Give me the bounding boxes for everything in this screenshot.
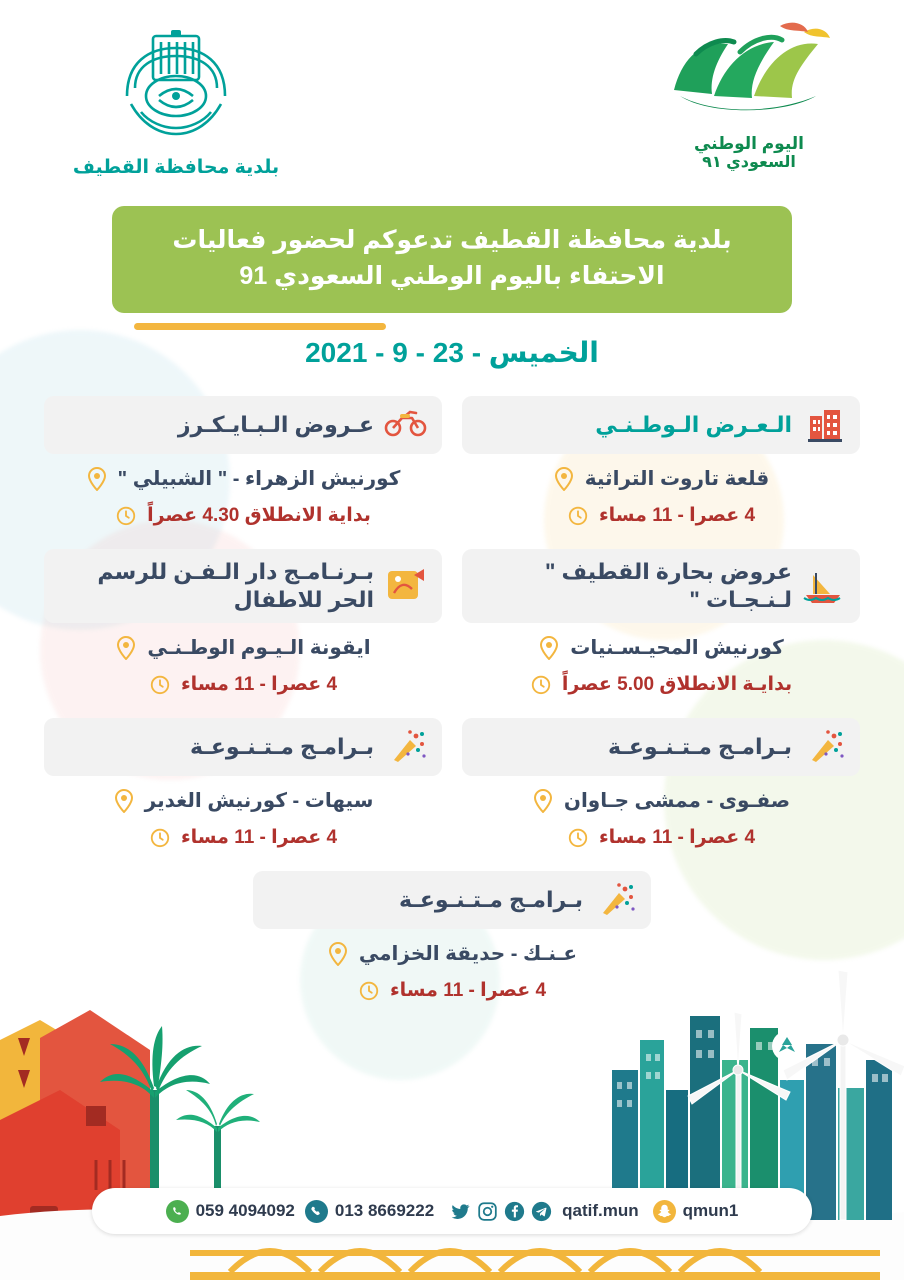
event-location: كورنيش المحيـسـنيات <box>570 637 784 659</box>
whatsapp-icon <box>166 1200 189 1223</box>
snapchat-contact[interactable] <box>653 1200 739 1223</box>
clock-icon <box>115 503 137 527</box>
event-title: بـرامـج مـتـنـوعـة <box>190 733 374 759</box>
event-time: 4 عصرا - 11 مساء <box>389 979 547 1001</box>
event-time-row <box>44 503 442 527</box>
event-time-row <box>462 503 860 527</box>
event-time: 4 عصرا - 11 مساء <box>598 504 756 526</box>
event-header <box>44 396 442 454</box>
national-day-logo-block <box>634 18 864 172</box>
municipality-logo-block <box>46 26 306 179</box>
telegram-icon[interactable] <box>531 1201 552 1222</box>
event-title: بـرامـج مـتـنـوعـة <box>399 886 583 912</box>
event-location: كورنيش الزهراء - " الشبيلي " <box>117 468 401 490</box>
event-location-row <box>44 466 442 491</box>
national-day-line1: اليوم الوطني <box>693 134 804 153</box>
event-location-row <box>44 635 442 660</box>
national-show-icon <box>804 404 846 446</box>
party-popper-icon <box>595 879 637 921</box>
event-card <box>462 396 860 527</box>
banner-title: بلدية محافظة القطيف تدعوكم لحضور فعاليات الاحتفاء باليوم الوطني السعودي 91 <box>172 226 732 291</box>
event-card <box>462 549 860 696</box>
national-day-text <box>634 134 864 172</box>
location-pin-icon <box>538 636 560 660</box>
whatsapp-number: 059 4094092 <box>195 1201 295 1220</box>
events-column-left <box>34 396 452 871</box>
event-time-row <box>462 672 860 696</box>
event-time: 4 عصرا - 11 مساء <box>180 826 338 848</box>
event-card <box>462 718 860 849</box>
event-location: ايقونة الـيـوم الوطـنـي <box>147 637 371 659</box>
event-time: 4 عصرا - 11 مساء <box>598 826 756 848</box>
art-palette-icon <box>386 565 428 607</box>
event-location: سيهات - كورنيش الغدير <box>144 790 374 812</box>
event-card <box>44 396 442 527</box>
saudi-national-day-91-logo-icon <box>654 18 844 130</box>
event-card <box>44 549 442 696</box>
event-time-row <box>44 672 442 696</box>
event-location-row <box>462 635 860 660</box>
clock-icon <box>567 503 589 527</box>
event-title: عروض بحارة القطيف " لـنـجـات " <box>544 558 792 612</box>
snapchat-icon <box>653 1200 676 1223</box>
clock-icon <box>149 672 171 696</box>
event-title: عـروض الـبـايـكـرز <box>177 411 374 437</box>
municipality-name: بلدية محافظة القطيف <box>72 157 280 178</box>
event-header <box>44 718 442 776</box>
phone-number: 013 8669222 <box>334 1201 435 1220</box>
facebook-icon[interactable] <box>504 1201 525 1222</box>
event-title: الـعـرض الـوطـنـي <box>595 411 792 437</box>
events-column-right <box>452 396 870 871</box>
event-date: الخميس - 23 - 9 - 2021 <box>305 337 599 368</box>
poster-header <box>0 0 904 200</box>
clock-icon <box>530 672 552 696</box>
event-time: بداية الانطلاق 4.30 عصراً <box>147 504 371 526</box>
clock-icon <box>149 825 171 849</box>
event-location-row <box>462 788 860 813</box>
event-card <box>44 718 442 849</box>
qatif-municipality-logo-icon <box>101 26 251 144</box>
location-pin-icon <box>113 789 135 813</box>
event-location-row <box>462 466 860 491</box>
event-title: بـرامـج مـتـنـوعـة <box>608 733 792 759</box>
social-icons-group <box>450 1201 643 1222</box>
event-time: 4 عصرا - 11 مساء <box>180 673 338 695</box>
event-header <box>462 718 860 776</box>
location-pin-icon <box>553 467 575 491</box>
instagram-icon[interactable] <box>477 1201 498 1222</box>
twitter-icon[interactable] <box>450 1201 471 1222</box>
events-grid <box>34 396 870 1002</box>
event-time-row <box>44 825 442 849</box>
contact-bar <box>92 1188 812 1234</box>
snapchat-handle: qmun1 <box>682 1201 739 1220</box>
event-location: قلعة تاروت التراثية <box>584 468 770 490</box>
phone-icon <box>305 1200 328 1223</box>
party-popper-icon <box>804 726 846 768</box>
party-popper-icon <box>386 726 428 768</box>
location-pin-icon <box>115 636 137 660</box>
event-header <box>462 396 860 454</box>
clock-icon <box>567 825 589 849</box>
location-pin-icon <box>86 467 108 491</box>
social-handle: qatif.mun <box>562 1201 639 1220</box>
event-title: بـرنـامـج دار الـفـن للرسم الحر للاطفال <box>97 558 374 612</box>
national-day-line2: السعودي ٩١ <box>702 153 796 171</box>
title-banner <box>112 206 792 313</box>
event-location: عـنـك - حديقة الخزامي <box>358 943 578 965</box>
phone-contact[interactable] <box>305 1200 434 1223</box>
motorbike-icon <box>386 404 428 446</box>
event-header <box>462 549 860 623</box>
event-header <box>44 549 442 623</box>
whatsapp-contact[interactable] <box>166 1200 295 1223</box>
event-location: صفـوى - ممشى جـاوان <box>563 790 791 812</box>
sailors-boat-icon <box>804 565 846 607</box>
event-time: بدايـة الانطلاق 5.00 عصراً <box>561 673 793 695</box>
event-location-row <box>44 788 442 813</box>
event-time-row <box>462 825 860 849</box>
banner-underline <box>134 323 386 330</box>
location-pin-icon <box>532 789 554 813</box>
